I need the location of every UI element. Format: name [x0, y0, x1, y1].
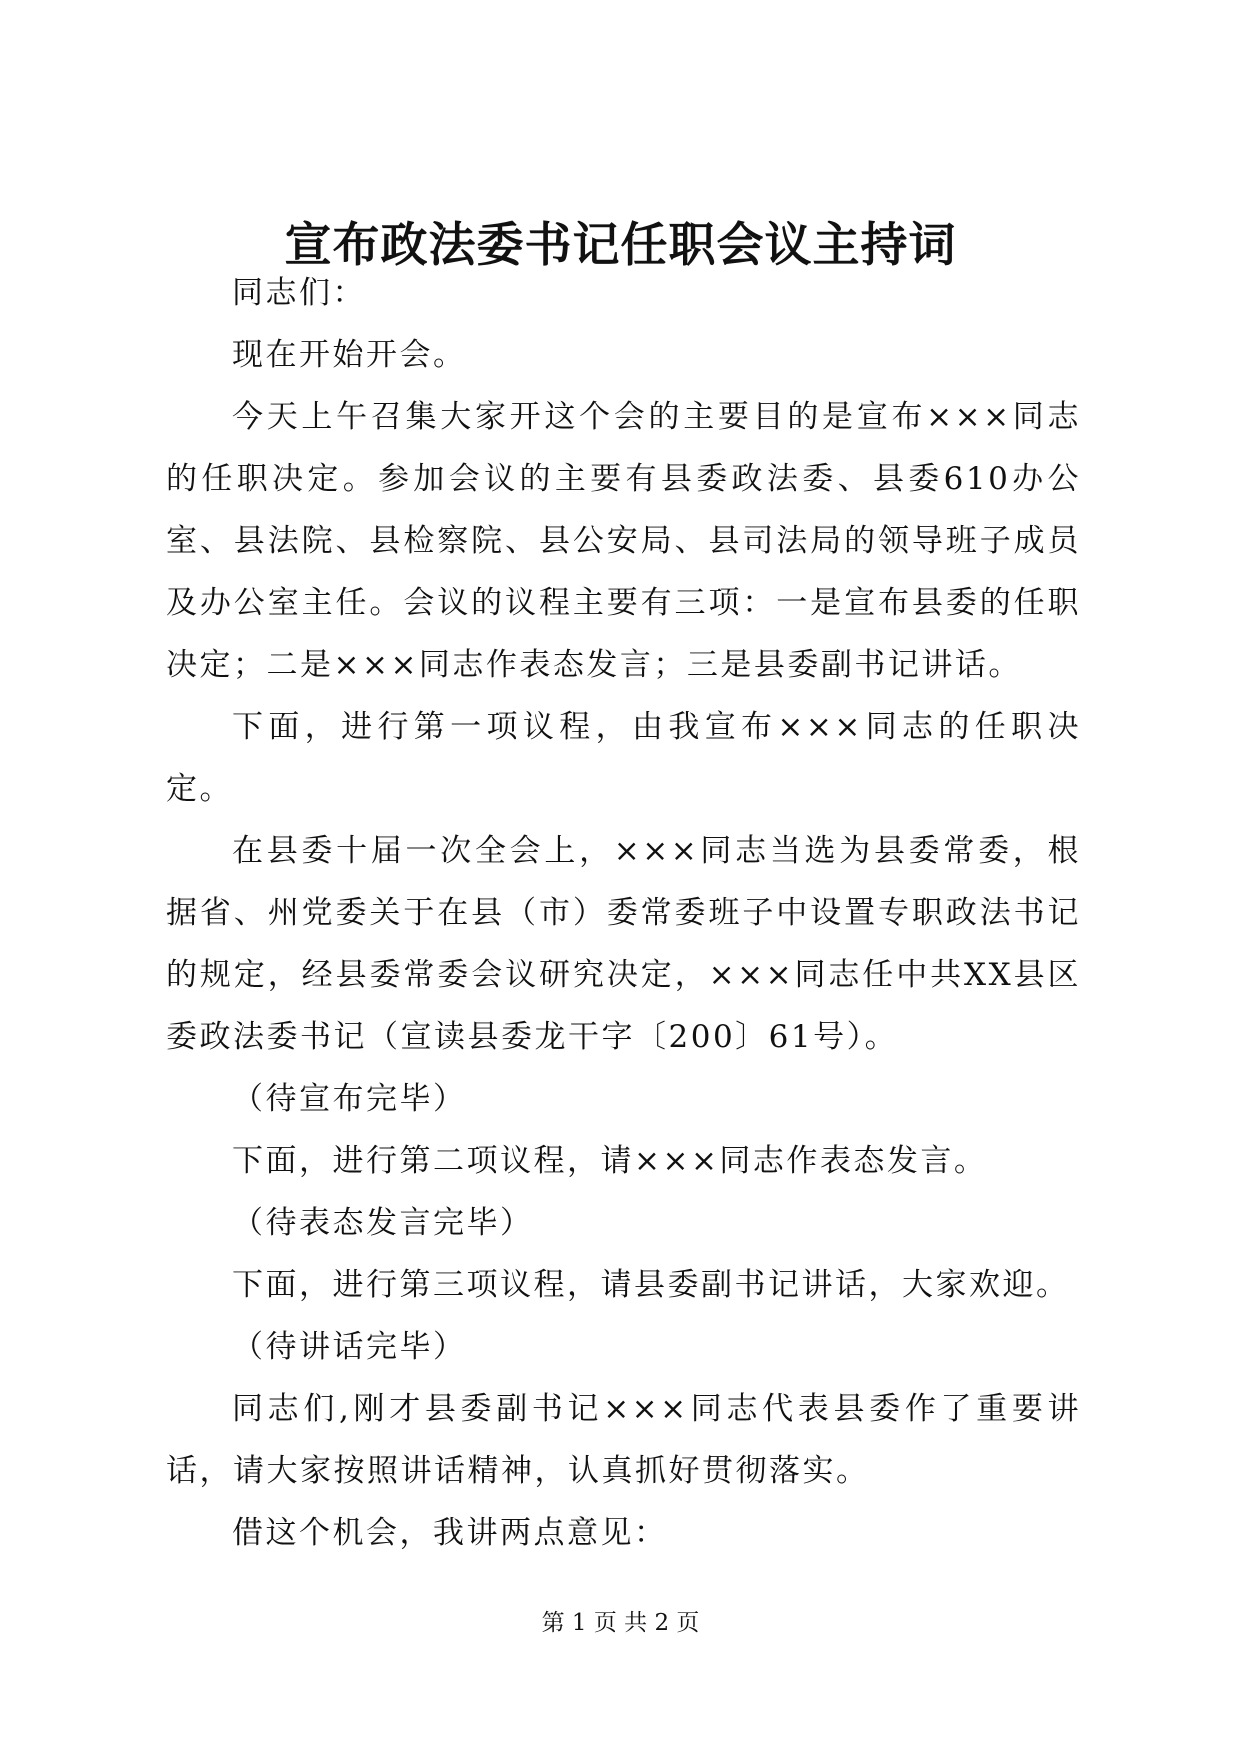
- paragraph-opening: 现在开始开会。: [232, 337, 467, 373]
- paragraph-remarks: 借这个机会，我讲两点意见：: [232, 1515, 668, 1551]
- document-body: [166, 262, 1081, 1564]
- paragraph-appointment: 在县委十届一次全会上，×××同志当选为县委常委，根据省、州党委关于在县（市）委常委班子中设置专职政法书记的规定，经县委常委会议研究决定，×××同志任中共XX县区委政法委书记（宣读县委龙干字〔200〕61号）。: [166, 833, 1081, 1055]
- paragraph-note-speech: （待讲话完毕）: [232, 1329, 467, 1365]
- page-footer: 第 1 页 共 2 页: [541, 1610, 700, 1636]
- paragraph-agenda-two: 下面，进行第二项议程，请×××同志作表态发言。: [232, 1143, 988, 1179]
- paragraph-note-announce: （待宣布完毕）: [232, 1081, 467, 1117]
- paragraph-note-statement: （待表态发言完毕）: [232, 1205, 534, 1241]
- document-title: 宣布政法委书记任职会议主持词: [284, 218, 957, 273]
- paragraph-summary: 同志们,刚才县委副书记×××同志代表县委作了重要讲话，请大家按照讲话精神，认真抓好贯彻落实。: [166, 1391, 1081, 1489]
- paragraph-salutation: 同志们：: [232, 275, 366, 311]
- paragraph-purpose: 今天上午召集大家开这个会的主要目的是宣布×××同志的任职决定。参加会议的主要有县委政法委、县委610办公室、县法院、县检察院、县公安局、县司法局的领导班子成员及办公室主任。会议的议程主要有三项：一是宣布县委的任职决定；二是×××同志作表态发言；三是县委副书记讲话。: [166, 399, 1081, 683]
- paragraph-agenda-three: 下面，进行第三项议程，请县委副书记讲话，大家欢迎。: [232, 1267, 1070, 1303]
- paragraph-agenda-one: 下面，进行第一项议程，由我宣布×××同志的任职决定。: [166, 709, 1081, 807]
